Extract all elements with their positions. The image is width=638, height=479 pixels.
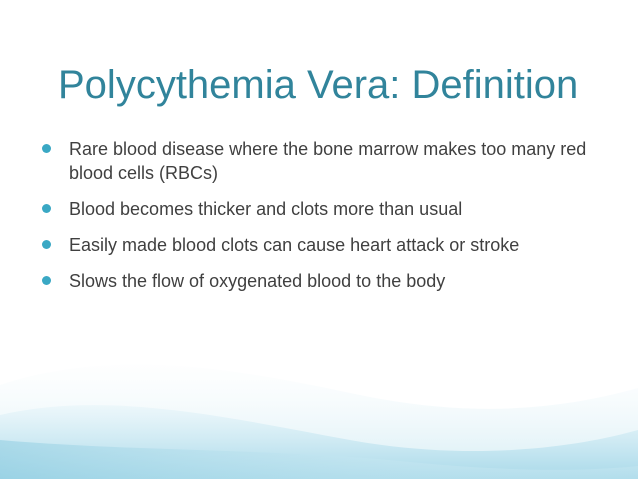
bullet-dot-icon <box>42 144 51 153</box>
bullet-text: Blood becomes thicker and clots more than usual <box>69 199 463 219</box>
bullet-list <box>40 137 600 305</box>
slide-title: Polycythemia Vera: Definition <box>58 63 579 107</box>
bullet-dot-icon <box>42 204 51 213</box>
bullet-text: Rare blood disease where the bone marrow makes too many red blood cells (RBCs) <box>69 139 587 183</box>
bullet-item <box>40 269 600 293</box>
bullet-item <box>40 197 600 221</box>
bullet-text: Easily made blood clots can cause heart attack or stroke <box>69 235 520 255</box>
bullet-item <box>40 233 600 257</box>
bullet-dot-icon <box>42 276 51 285</box>
bullet-dot-icon <box>42 240 51 249</box>
bullet-text: Slows the flow of oxygenated blood to the body <box>69 271 446 291</box>
bullet-item <box>40 137 600 185</box>
